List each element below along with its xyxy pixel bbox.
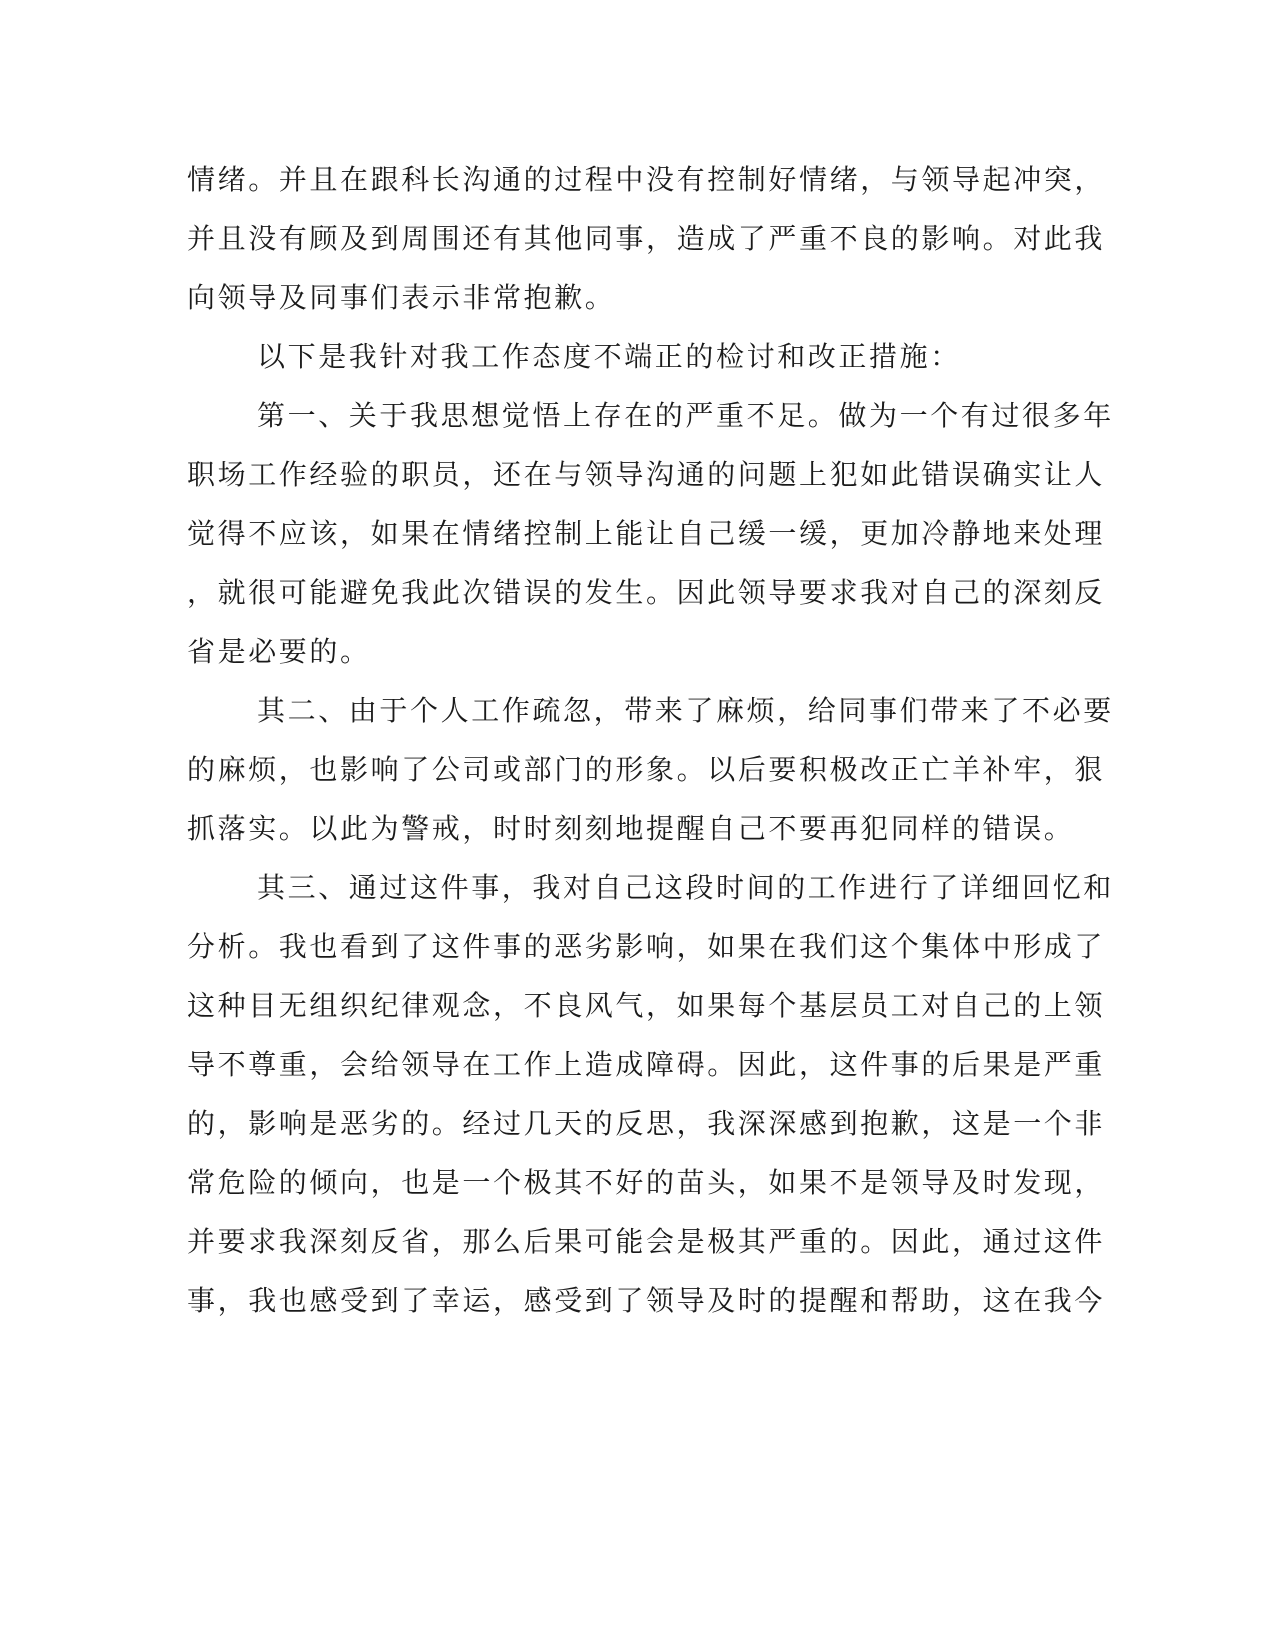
text-line: 的麻烦，也影响了公司或部门的形象。以后要积极改正亡羊补牢，狠 <box>187 753 1106 786</box>
text-line: 向领导及同事们表示非常抱歉。 <box>187 281 616 314</box>
text-line: 其三、通过这件事，我对自己这段时间的工作进行了详细回忆和 <box>257 871 1114 904</box>
text-line: 情绪。并且在跟科长沟通的过程中没有控制好情绪，与领导起冲突， <box>187 163 1106 196</box>
text-line: 职场工作经验的职员，还在与领导沟通的问题上犯如此错误确实让人 <box>187 458 1106 491</box>
text-line: 导不尊重，会给领导在工作上造成障碍。因此，这件事的后果是严重 <box>187 1048 1106 1081</box>
text-line: 并且没有顾及到周围还有其他同事，造成了严重不良的影响。对此我 <box>187 222 1106 255</box>
text-line: 的，影响是恶劣的。经过几天的反思，我深深感到抱歉，这是一个非 <box>187 1107 1106 1140</box>
text-line: 常危险的倾向，也是一个极其不好的苗头，如果不是领导及时发现， <box>187 1166 1106 1199</box>
text-line: ，就很可能避免我此次错误的发生。因此领导要求我对自己的深刻反 <box>187 576 1106 609</box>
text-line: 分析。我也看到了这件事的恶劣影响，如果在我们这个集体中形成了 <box>187 930 1106 963</box>
text-line: 事，我也感受到了幸运，感受到了领导及时的提醒和帮助，这在我今 <box>187 1284 1106 1317</box>
text-line: 觉得不应该，如果在情绪控制上能让自己缓一缓，更加冷静地来处理 <box>187 517 1106 550</box>
text-line: 以下是我针对我工作态度不端正的检讨和改正措施： <box>257 340 961 373</box>
text-line: 抓落实。以此为警戒，时时刻刻地提醒自己不要再犯同样的错误。 <box>187 812 1075 845</box>
text-line: 省是必要的。 <box>187 635 371 668</box>
text-line: 第一、关于我思想觉悟上存在的严重不足。做为一个有过很多年 <box>257 399 1114 432</box>
text-line: 这种目无组织纪律观念，不良风气，如果每个基层员工对自己的上领 <box>187 989 1106 1022</box>
text-line: 并要求我深刻反省，那么后果可能会是极其严重的。因此，通过这件 <box>187 1225 1106 1258</box>
text-line: 其二、由于个人工作疏忽，带来了麻烦，给同事们带来了不必要 <box>257 694 1114 727</box>
